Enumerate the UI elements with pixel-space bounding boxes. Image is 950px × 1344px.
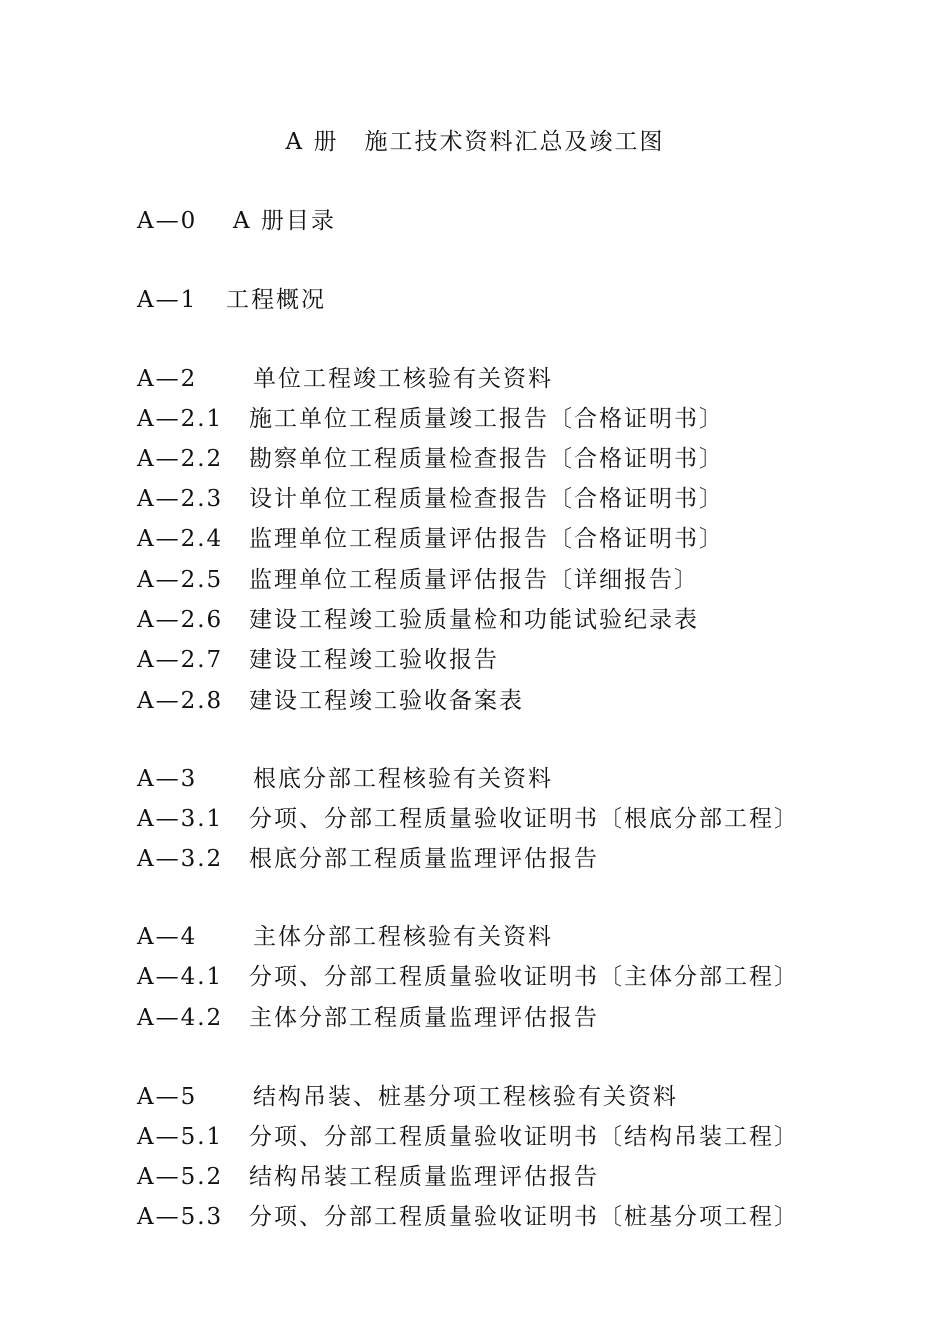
entry-code: A—3.1 xyxy=(137,806,224,832)
entry-text: 监理单位工程质量评估报告〔合格证明书〕 xyxy=(249,526,724,552)
entry-code: A—5.2 xyxy=(137,1164,224,1190)
entry-text: 建设工程竣工验收报告 xyxy=(249,647,499,673)
entry-text: 根底分部工程质量监理评估报告 xyxy=(249,846,599,872)
entry-text: 单位工程竣工核验有关资料 xyxy=(253,366,553,392)
entry-code: A—3 xyxy=(137,766,198,792)
entry-code: A—4.2 xyxy=(137,1005,224,1031)
entry-code: A—0 xyxy=(137,208,198,234)
entry-code: A—1 xyxy=(137,287,198,313)
entry-text: 设计单位工程质量检查报告〔合格证明书〕 xyxy=(249,486,724,512)
entry-code: A—4 xyxy=(137,924,198,950)
title-text: 施工技术资料汇总及竣工图 xyxy=(364,129,665,155)
entry-code: A—5.3 xyxy=(137,1204,224,1230)
entry-text: 分项、分部工程质量验收证明书〔根底分部工程〕 xyxy=(249,806,799,832)
entry-code: A—2.6 xyxy=(137,607,224,633)
entry-text: 分项、分部工程质量验收证明书〔结构吊装工程〕 xyxy=(249,1124,799,1150)
entry-text: 监理单位工程质量评估报告〔详细报告〕 xyxy=(249,567,699,593)
entry-code: A—2.2 xyxy=(137,446,224,472)
entry-code: A—2.3 xyxy=(137,486,224,512)
entry-code: A—2.8 xyxy=(137,688,224,714)
title-code: A 册 xyxy=(285,129,339,155)
entry-code: A—5.1 xyxy=(137,1124,224,1150)
entry-text: 分项、分部工程质量验收证明书〔主体分部工程〕 xyxy=(249,964,799,990)
entry-text: 结构吊装、桩基分项工程核验有关资料 xyxy=(253,1084,678,1110)
entry-code: A—2.1 xyxy=(137,406,224,432)
entry-text: 主体分部工程质量监理评估报告 xyxy=(249,1005,599,1031)
entry-text: 主体分部工程核验有关资料 xyxy=(253,924,553,950)
entry-code: A—4.1 xyxy=(137,964,224,990)
entry-text: 工程概况 xyxy=(226,287,326,313)
entry-text: 建设工程竣工验质量检和功能试验纪录表 xyxy=(249,607,699,633)
entry-text: 结构吊装工程质量监理评估报告 xyxy=(249,1164,599,1190)
entry-text: 建设工程竣工验收备案表 xyxy=(249,688,524,714)
document-title xyxy=(0,124,950,160)
entry-code: A—2 xyxy=(137,366,198,392)
entry-text: 根底分部工程核验有关资料 xyxy=(253,766,553,792)
entry-code: A—5 xyxy=(137,1084,198,1110)
entry-text: 分项、分部工程质量验收证明书〔桩基分项工程〕 xyxy=(249,1204,799,1230)
entry-text: A 册目录 xyxy=(233,208,336,234)
entry-code: A—2.7 xyxy=(137,647,224,673)
entry-code: A—3.2 xyxy=(137,846,224,872)
entry-text: 勘察单位工程质量检查报告〔合格证明书〕 xyxy=(249,446,724,472)
entry-code: A—2.5 xyxy=(137,567,224,593)
entry-code: A—2.4 xyxy=(137,526,224,552)
entry-text: 施工单位工程质量竣工报告〔合格证明书〕 xyxy=(249,406,724,432)
